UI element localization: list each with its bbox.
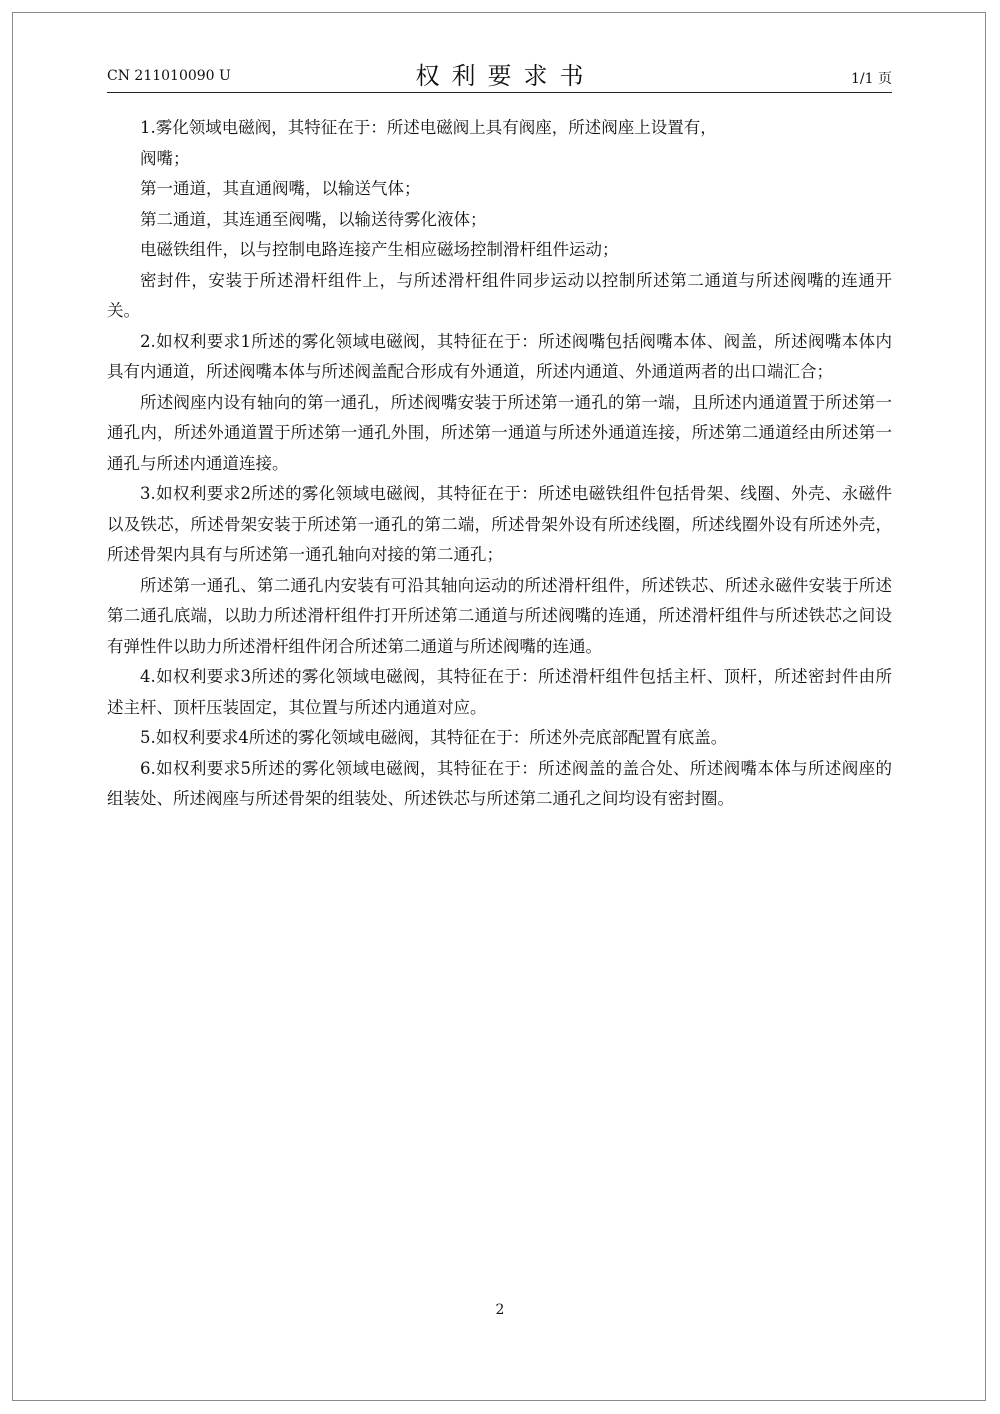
page-title: 权利要求书 [415,62,596,90]
claim-5-paragraph: 5.如权利要求4所述的雾化领域电磁阀，其特征在于：所述外壳底部配置有底盖。 [140,728,728,747]
patent-number: CN 211010090 U [107,68,231,84]
page-header [107,56,892,92]
claim-1-seal: 密封件，安装于所述滑杆组件上，与所述滑杆组件同步运动以控制所述第二通道与所述阀嘴的连通开关。 [107,270,892,320]
claim-3-paragraph: 3.如权利要求2所述的雾化领域电磁阀，其特征在于：所述电磁铁组件包括骨架、线圈、外壳、永磁件以及铁芯，所述骨架安装于所述第一通孔的第二端，所述骨架外设有所述线圈，所述线圈外设有所述外壳，所述骨架内具有与所述第一通孔轴向对接的第二通孔； [107,484,892,564]
claim-1-paragraph: 1.雾化领域电磁阀，其特征在于：所述电磁阀上具有阀座，所述阀座上设置有， [140,118,717,137]
claim-2-paragraph: 2.如权利要求1所述的雾化领域电磁阀，其特征在于：所述阀嘴包括阀嘴本体、阀盖，所述阀嘴本体内具有内通道，所述阀嘴本体与所述阀盖配合形成有外通道，所述内通道、外通道两者的出口端汇合； [107,331,892,381]
claim-2-continued: 所述阀座内设有轴向的第一通孔，所述阀嘴安装于所述第一通孔的第一端，且所述内通道置于所述第一通孔内，所述外通道置于所述第一通孔外围，所述第一通道与所述外通道连接，所述第二通道经由所述第一通孔与所述内通道连接。 [107,392,892,473]
claims-body [107,113,892,815]
page-count: 1/1 页 [851,71,892,87]
claim-1-electromagnet: 电磁铁组件，以与控制电路连接产生相应磁场控制滑杆组件运动； [140,240,619,259]
claim-1-first-channel: 第一通道，其直通阀嘴，以输送气体； [140,179,421,198]
claim-1-second-channel: 第二通道，其连通至阀嘴，以输送待雾化液体； [140,209,487,229]
header-rule [107,92,892,93]
claim-1-valve-nozzle: 阀嘴； [140,148,190,168]
claim-4-paragraph: 4.如权利要求3所述的雾化领域电磁阀，其特征在于：所述滑杆组件包括主杆、顶杆，所述密封件由所述主杆、顶杆压装固定，其位置与所述内通道对应。 [107,667,892,717]
claim-6-paragraph: 6.如权利要求5所述的雾化领域电磁阀，其特征在于：所述阀盖的盖合处、所述阀嘴本体与所述阀座的组装处、所述阀座与所述骨架的组装处、所述铁芯与所述第二通孔之间均设有密封圈。 [107,758,892,808]
claim-3-continued: 所述第一通孔、第二通孔内安装有可沿其轴向运动的所述滑杆组件，所述铁芯、所述永磁件安装于所述第二通孔底端，以助力所述滑杆组件打开所述第二通道与所述阀嘴的连通，所述滑杆组件与所述铁芯之间设有弹性件以助力所述滑杆组件闭合所述第二通道与所述阀嘴的连通。 [107,575,892,656]
page-number: 2 [495,1302,505,1318]
